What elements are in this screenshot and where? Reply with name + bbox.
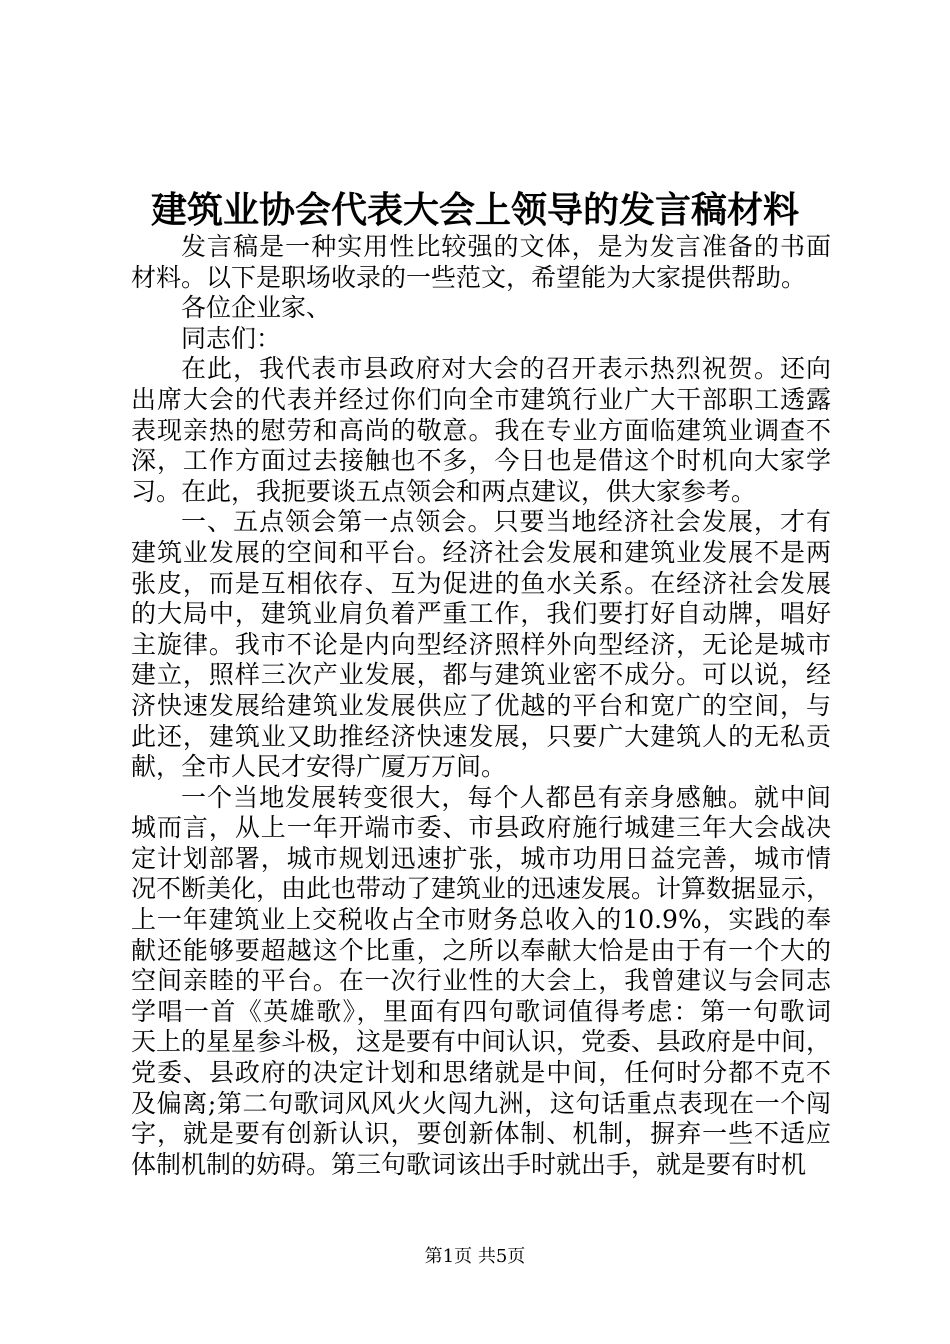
text-line: 及偏离;第二句歌词风风火火闯九洲，这句话重点表现在一个闯 (131, 1088, 831, 1118)
text-line: 发言稿是一种实用性比较强的文体，是为发言准备的书面 (181, 232, 831, 261)
text-line: 党委、县政府的决定计划和思绪就是中间，任何时分都不克不 (131, 1058, 831, 1088)
text-line: 材料。以下是职场收录的一些范文，希望能为大家提供帮助。 (131, 262, 807, 292)
text-line: 字，就是要有创新认识，要创新体制、机制，摒弃一些不适应 (131, 1119, 831, 1149)
text-line: 各位企业家、 (181, 293, 332, 323)
text-line: 一个当地发展转变很大，每个人都邑有亲身感触。就中间 (181, 782, 831, 812)
text-line: 深，工作方面过去接触也不多，今日也是借这个时机向大家学 (131, 446, 831, 476)
document-body (131, 232, 831, 1180)
text-line: 体制机制的妨碍。第三句歌词该出手时就出手，就是要有时机 (131, 1149, 807, 1179)
text-line: 空间亲睦的平台。在一次行业性的大会上，我曾建议与会同志 (131, 966, 831, 996)
text-line: 况不断美化，由此也带动了建筑业的迅速发展。计算数据显示， (131, 874, 832, 904)
text-line: 献，全市人民才安得广厦万万间。 (131, 752, 507, 782)
text-line: 济快速发展给建筑业发展供应了优越的平台和宽广的空间，与 (131, 690, 831, 720)
text-line: 献还能够要超越这个比重，之所以奉献大恰是由于有一个大的 (131, 935, 831, 965)
text-line: 的大局中，建筑业肩负着严重工作，我们要打好自动牌，唱好 (131, 599, 831, 629)
text-line: 主旋律。我市不论是内向型经济照样外向型经济，无论是城市 (131, 629, 831, 659)
text-line: 此还，建筑业又助推经济快速发展，只要广大建筑人的无私贡 (131, 721, 831, 751)
text-line: 张皮，而是互相依存、互为促进的鱼水关系。在经济社会发展 (131, 568, 831, 598)
text-line: 习。在此，我扼要谈五点领会和两点建议，供大家参考。 (131, 476, 757, 506)
text-line: 天上的星星参斗极，这是要有中间认识，党委、县政府是中间， (131, 1027, 832, 1057)
text-line: 建立，照样三次产业发展，都与建筑业密不成分。可以说，经 (131, 660, 831, 690)
text-line: 表现亲热的慰劳和高尚的敬意。我在专业方面临建筑业调查不 (131, 415, 831, 445)
document-title: 建筑业协会代表大会上领导的发言稿材料 (150, 189, 799, 231)
text-line: 出席大会的代表并经过你们向全市建筑行业广大干部职工透露 (131, 384, 831, 414)
text-line: 学唱一首《英雄歌》，里面有四句歌词值得考虑：第一句歌词 (131, 996, 831, 1026)
text-line: 一、五点领会第一点领会。只要当地经济社会发展，才有 (181, 507, 831, 537)
text-line: 定计划部署，城市规划迅速扩张，城市功用日益完善，城市情 (131, 843, 831, 873)
text-line: 在此，我代表市县政府对大会的召开表示热烈祝贺。还向 (181, 354, 831, 384)
text-line: 同志们： (181, 323, 282, 353)
text-line: 上一年建筑业上交税收占全市财务总收入的10.9%，实践的奉 (131, 905, 831, 935)
text-line: 建筑业发展的空间和平台。经济社会发展和建筑业发展不是两 (131, 537, 831, 567)
page-footer: 第1页 共5页 (424, 1246, 526, 1267)
text-line: 城而言，从上一年开端市委、市县政府施行城建三年大会战决 (131, 813, 831, 843)
